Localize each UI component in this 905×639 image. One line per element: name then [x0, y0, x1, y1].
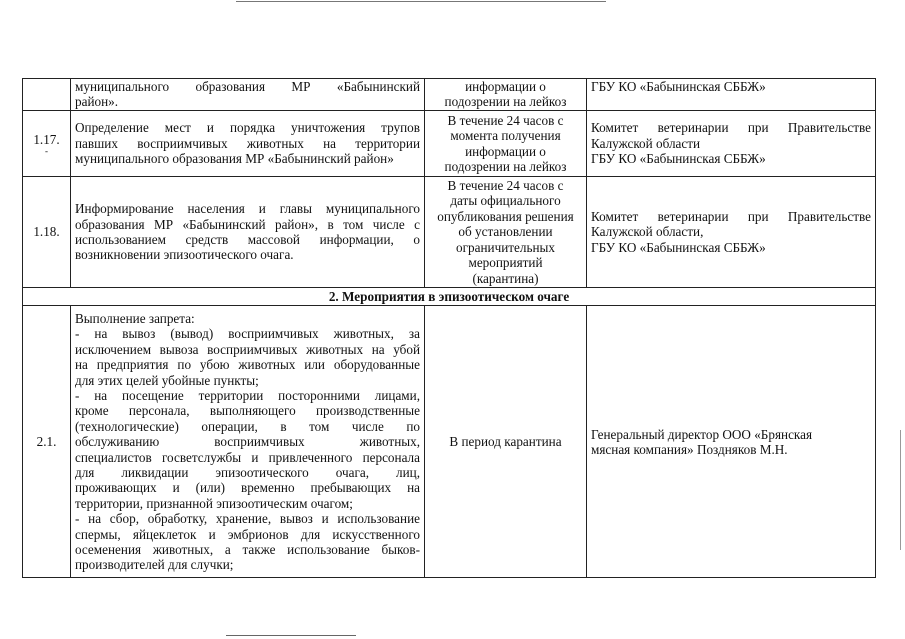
text-line: - на посещение территории посторонними лицами,: [75, 387, 420, 403]
scan-artifact-top-line: [236, 1, 606, 2]
action-cell: [71, 177, 425, 288]
section-title: 2. Мероприятия в эпизоотическом очаге: [23, 288, 876, 306]
text-line: Выполнение запрета:: [75, 310, 195, 326]
action-cell: [71, 79, 425, 111]
text-line: на предприятия по убою животных или оборудованные: [75, 357, 420, 373]
table-row-continuation: [23, 79, 876, 111]
row-number-cell: 1.18.: [23, 177, 71, 288]
text-line: подозрении на лейкоз: [444, 94, 567, 110]
text-line: (карантина): [472, 270, 539, 286]
table-row-1-18: [23, 177, 876, 288]
text-line: ГБУ КО «Бабынинская СББЖ»: [591, 79, 766, 94]
text-line: кроме персонала, выполняющего производственные: [75, 403, 420, 419]
text-line: для этих целей убойные пункты;: [75, 372, 259, 388]
text-line: для ликвидации эпизоотического очага, лиц,: [75, 465, 420, 481]
row-number-cell: [23, 79, 71, 111]
text-line: использованием средств массовой информации, о: [75, 232, 420, 247]
text-line: момента получения: [450, 128, 561, 144]
measures-table: [22, 78, 876, 578]
responsible-cell: [587, 306, 876, 578]
table-row-1-17: [23, 111, 876, 177]
text-line: обслуживанию восприимчивых животных,: [75, 434, 420, 450]
scan-artifact-right-edge: [900, 430, 901, 550]
text-line: территории, признанной эпизоотическим очагом;: [75, 495, 353, 511]
deadline-cell: [425, 177, 587, 288]
text-line: информации о: [465, 143, 546, 159]
text-line: Калужской области,: [591, 224, 704, 240]
action-cell: [71, 306, 425, 578]
text-line: исключением вывоза восприимчивых животных на убой: [75, 341, 420, 357]
text-line: ГБУ КО «Бабынинская СББЖ»: [591, 151, 766, 167]
text-line: павших восприимчивых животных на территории: [75, 135, 420, 151]
text-line: информации о: [465, 79, 546, 94]
text-line: спермы, яйцеклеток и эмбрионов для искусственного: [75, 526, 420, 542]
text-line: об установлении: [458, 224, 553, 240]
text-line: Информирование населения и главы муниципального: [75, 201, 420, 217]
row-number: 1.17.: [33, 131, 60, 147]
text-line: опубликования решения: [437, 208, 574, 224]
row-number-cell: 2.1.: [23, 306, 71, 578]
text-line: Комитет ветеринарии при Правительстве: [591, 120, 871, 136]
text-line: образования МР «Бабынинский район», в том числе с: [75, 216, 420, 232]
text-line: мясная компания» Поздняков М.Н.: [591, 441, 788, 457]
text-line: Определение мест и порядка уничтожения трупов: [75, 120, 420, 136]
responsible-cell: [587, 177, 876, 288]
deadline-cell: [425, 111, 587, 177]
text-line: район».: [75, 94, 119, 110]
text-line: муниципального образования МР «Бабынинский район»: [75, 151, 394, 167]
table-row-2-1: [23, 306, 876, 578]
text-line: специалистов госветслужбы и привлеченного персонала: [75, 449, 420, 465]
text-line: муниципального образования МР «Бабынинский: [75, 79, 420, 94]
text-line: ГБУ КО «Бабынинская СББЖ»: [591, 239, 766, 255]
row-number-cell: [23, 111, 71, 177]
text-line: В течение 24 часов с: [447, 112, 564, 128]
responsible-cell: [587, 79, 876, 111]
deadline-cell: [425, 79, 587, 111]
text-line: (технологические) операции, в том числе по: [75, 418, 420, 434]
text-line: - на вывоз (вывод) восприимчивых животных, за: [75, 326, 420, 342]
text-line: осеменения животных, а также использование быков-: [75, 542, 420, 558]
text-line: производителей для случки;: [75, 557, 234, 573]
section-heading-row: [23, 288, 876, 306]
text-line: даты официального: [450, 193, 561, 209]
deadline-cell: В период карантина: [425, 306, 587, 578]
text-line: подозрении на лейкоз: [444, 158, 567, 174]
responsible-cell: [587, 111, 876, 177]
text-line: возникновении эпизоотического очага.: [75, 247, 294, 263]
text-line: В течение 24 часов с: [447, 178, 564, 194]
text-line: проживающих и (или) временно пребывающих на: [75, 480, 420, 496]
text-line: мероприятий: [468, 255, 543, 271]
scan-dot-mark: -: [45, 146, 48, 157]
text-line: Генеральный директор ООО «Брянская: [591, 426, 813, 442]
scan-artifact-bottom-line: [226, 635, 356, 636]
text-line: Комитет ветеринарии при Правительстве: [591, 208, 871, 224]
text-line: - на сбор, обработку, хранение, вывоз и использование: [75, 511, 420, 527]
text-line: ограничительных: [456, 239, 555, 255]
action-cell: [71, 111, 425, 177]
text-line: Калужской области: [591, 135, 701, 151]
